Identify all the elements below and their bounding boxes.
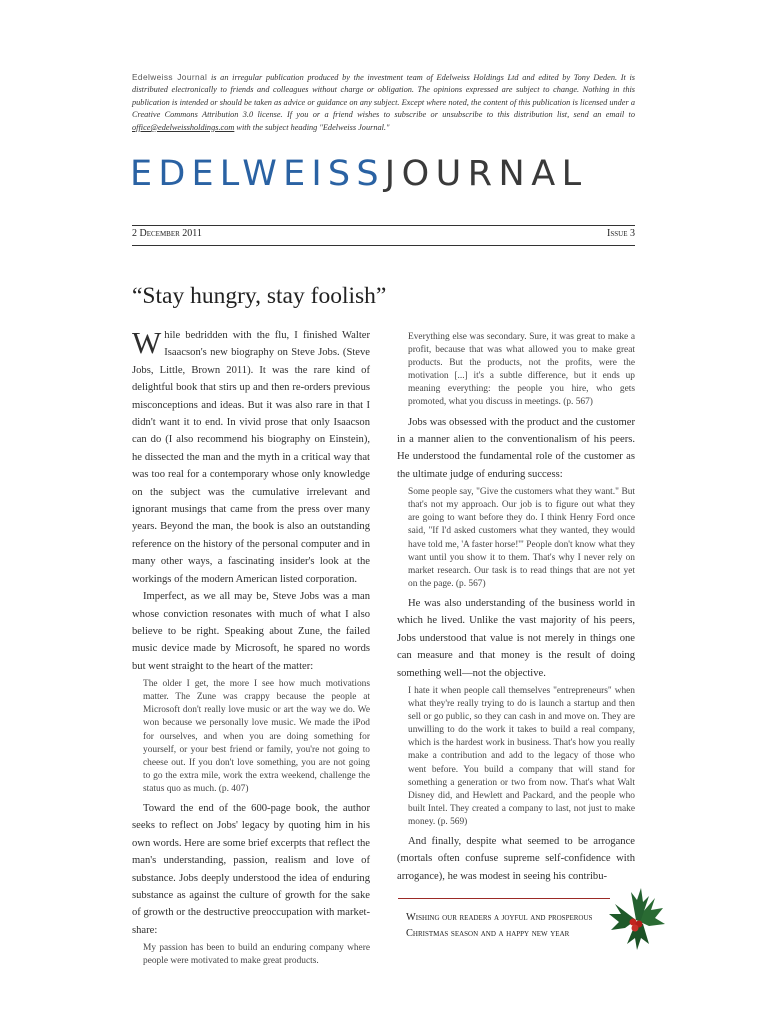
paragraph: And finally, despite what seemed to be arrogance (mortals often confuse supreme self-confidence with arrogance), he was modest in seeing his contribu- xyxy=(397,836,635,882)
disclaimer-text-end: with the subject heading "Edelweiss Journal." xyxy=(234,122,390,132)
top-rule xyxy=(132,225,635,226)
block-quote: I hate it when people call themselves "entrepreneurs" when what they're really trying to do is launch a startup and then sell or go public, so they can cash in and move on. They are unwilling to do the work it takes to build a real company, which is the hardest work in business. That's how you really make a contribution and add to the legacy of those who went before. You build a company that will stand for something a generation or two from now. That's what Walt Disney did, and Hewlett and Packard, and the people who built Intel. They created a company to last, not just to make money. (p. 569) xyxy=(408,685,635,827)
greeting-text xyxy=(406,910,616,942)
block-quote: My passion has been to build an enduring company where people were motivated to make great products. xyxy=(143,943,370,967)
issue-number: Issue 3 xyxy=(607,228,635,239)
block-quote: The older I get, the more I see how much motivations matter. The Zune was crappy because the people at Microsoft don't really love music or art the way we do. We won because we personally love music. We made the iPod for ourselves, and when you are doing something for yourself, or your best friend or family, you're not going to cheese out. If you don't love something, you are not going to go the extra mile, work the extra weekend, challenge the status quo as much. (p. 407) xyxy=(143,679,370,794)
column-right xyxy=(397,331,635,885)
email-link[interactable]: office@edelweissholdings.com xyxy=(132,122,235,132)
greeting-line-1: Wishing our readers a joyful and prosperous xyxy=(406,912,593,923)
greeting-line-2: Christmas season and a happy new year xyxy=(406,928,570,939)
issue-date: 2 December 2011 xyxy=(132,228,202,239)
masthead-edelweiss: EDELWEISS xyxy=(130,154,385,194)
drop-cap: W xyxy=(132,325,162,360)
masthead xyxy=(130,150,638,198)
christmas-greeting xyxy=(398,898,661,958)
block-quote: Some people say, "Give the customers what they want." But that's not my approach. Our job is to figure out what they are going to want before they do. I think Henry Ford once said, "If I'd asked customers what they wanted, they would have told me, 'A faster horse!'" People don't know what they want until you show it to them. That's why I never rely on market research. Our task is to read things that are not yet on the page. (p. 567) xyxy=(408,487,635,589)
paragraph: Jobs was obsessed with the product and the customer in a manner alien to the conventionalism of his peers. He understood the fundamental role of the customer as the ultimate judge of enduring success: xyxy=(397,416,635,480)
masthead-journal: JOURNAL xyxy=(384,154,588,194)
issue-line xyxy=(132,228,635,242)
disclaimer-journal-name: Edelweiss Journal xyxy=(132,72,208,82)
bottom-rule xyxy=(132,245,635,246)
paragraph: While bedridden with the flu, I finished Walter Isaacson's new biography on Steve Jobs. (Steve Jobs, Little, Brown 2011). It was the rare kind of delightful book that stirs up and then re-orders previous misconceptions and ideas. But it was also rare in that I didn't want it to end. In vivid prose that only Isaacson can do (I also recommend his biography on Einstein), he dissected the man and the myth in a critical way that was too real for a contemporary whose only knowledge on the subject was the cumulative irrelevant and ignorant musings that came from the press over many years. Beyond the man, the book is also an outstanding reference on the history of the personal computer and in many other ways, a fascinating insider's look at the workings of the modern American listed corporation. xyxy=(132,325,370,585)
paragraph: Toward the end of the 600-page book, the author seeks to reflect on Jobs' legacy by quoting him in his own words. Here are some brief excerpts that reflect the man's understanding, passion, realism and love of substance. Jobs deeply understood the idea of enduring substance as against the culture of growth for the sake of growth or the destructive preoccupation with market-share: xyxy=(132,802,370,936)
greeting-rule xyxy=(398,898,610,899)
disclaimer xyxy=(132,71,635,134)
article-title: “Stay hungry, stay foolish” xyxy=(132,283,387,309)
paragraph: He was also understanding of the business world in which he lived. Unlike the vast majority of his peers, Jobs understood that value is not merely in things one can measure and that money is the result of doing something well—not the objective. xyxy=(397,597,635,679)
holly-icon xyxy=(605,884,667,954)
block-quote: Everything else was secondary. Sure, it was great to make a profit, because that was what allowed you to make great products. But the products, not the profits, were the motivation [...] it's a subtle difference, but it ends up meaning everything: the people you hire, who gets promoted, what you discuss in meetings. (p. 567) xyxy=(408,332,635,408)
paragraph: Imperfect, as we all may be, Steve Jobs was a man whose conviction resonates with much of what I also believe to be right. Speaking about Zune, the failed music device made by Microsoft, he spared no words but went straight to the heart of the matter: xyxy=(132,591,370,672)
disclaimer-text: is an irregular publication produced by the investment team of Edelweiss Holdings Ltd and edited by Tony Deden. It is distributed electronically to friends and colleagues without charge or obligation. The opinions expressed are subject to change. Nothing in this publication is intended or should be taken as advice or guidance on any subject. Except where noted, the content of this publication is licensed under a Creative Commons Attribution 3.0 license. If you or a friend wishes to subscribe or unsubscribe to this distribution list, send an email to xyxy=(132,73,636,120)
column-left xyxy=(132,327,370,972)
